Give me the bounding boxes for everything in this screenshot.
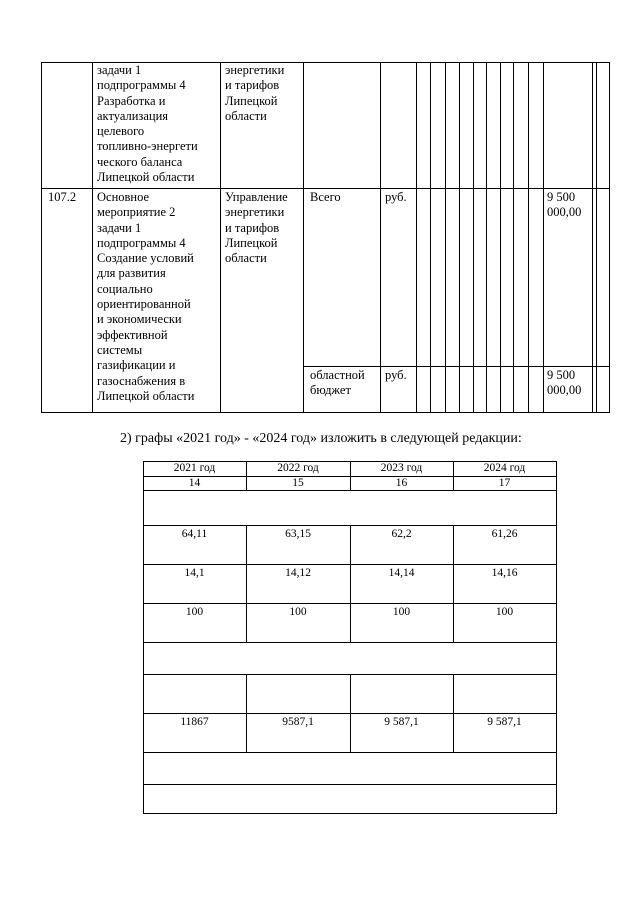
table-cell: 14,14 bbox=[388, 567, 415, 579]
row-line bbox=[143, 642, 557, 643]
col-line bbox=[41, 62, 42, 413]
row-divider bbox=[41, 188, 609, 189]
col-line bbox=[430, 62, 431, 413]
row-number: 107.2 bbox=[48, 190, 77, 204]
column-number: 16 bbox=[395, 477, 408, 489]
year-header: 2021 год bbox=[173, 462, 216, 474]
table-cell: 100 bbox=[289, 606, 307, 618]
col-line bbox=[459, 62, 460, 413]
col-line bbox=[303, 62, 304, 413]
table-border-left bbox=[143, 461, 144, 814]
table-border-right bbox=[556, 461, 557, 814]
col-line bbox=[92, 62, 93, 413]
col-line bbox=[445, 62, 446, 413]
col-line bbox=[609, 62, 610, 413]
table-cell: 14,16 bbox=[491, 567, 518, 579]
table-cell: 63,15 bbox=[285, 528, 311, 540]
measure-name-cell: задачи 1 подпрограммы 4 Разработка и актуализация целевого топливно-энергети ческого баланса Липецкой области bbox=[97, 63, 198, 185]
col-line bbox=[528, 62, 529, 413]
table-cell: 100 bbox=[392, 606, 411, 618]
table-cell: 9 587,1 bbox=[384, 716, 419, 728]
col-line bbox=[513, 62, 514, 413]
col-line bbox=[246, 674, 247, 713]
row-line bbox=[143, 490, 557, 491]
year-header: 2023 год bbox=[380, 462, 423, 474]
col-line bbox=[350, 674, 351, 713]
unit-cell: руб. bbox=[385, 368, 407, 382]
row-line bbox=[143, 752, 557, 753]
table-cell: 14,12 bbox=[285, 567, 311, 579]
amount-cell: 9 500 000,00 bbox=[547, 368, 582, 398]
year-header: 2024 год bbox=[483, 462, 526, 474]
table-cell: 61,26 bbox=[491, 528, 518, 540]
executor-cell: Управление энергетики и тарифов Липецкой области bbox=[225, 190, 288, 266]
row-line bbox=[143, 813, 557, 814]
table-cell: 14,1 bbox=[184, 567, 205, 579]
row-line bbox=[143, 784, 557, 785]
column-number: 14 bbox=[188, 477, 201, 489]
table-cell: 100 bbox=[495, 606, 514, 618]
table-cell: 100 bbox=[185, 606, 204, 618]
amount-cell: 9 500 000,00 bbox=[547, 190, 582, 220]
executor-cell: энергетики и тарифов Липецкой области bbox=[225, 63, 285, 123]
amendment-paragraph: 2) графы «2021 год» - «2024 год» изложить в следующей редакции: bbox=[120, 431, 522, 446]
column-number: 17 bbox=[498, 477, 511, 489]
table-cell: 11867 bbox=[180, 716, 209, 728]
subrow-divider bbox=[303, 366, 609, 367]
col-line bbox=[543, 62, 544, 413]
year-header: 2022 год bbox=[277, 462, 319, 474]
funding-source-total: Всего bbox=[310, 190, 341, 204]
table-cell: 64,11 bbox=[181, 528, 208, 540]
column-number: 15 bbox=[292, 477, 304, 489]
col-line bbox=[473, 62, 474, 413]
table-cell: 9 587,1 bbox=[487, 716, 522, 728]
table-border-bottom bbox=[41, 412, 609, 413]
col-line bbox=[416, 62, 417, 413]
col-line bbox=[380, 62, 381, 413]
col-line bbox=[220, 62, 221, 413]
table-cell: 62,2 bbox=[391, 528, 412, 540]
col-line bbox=[453, 674, 454, 713]
funding-source-regional: областной бюджет bbox=[310, 368, 365, 398]
col-line bbox=[486, 62, 487, 413]
measure-name-cell: Основное мероприятие 2 задачи 1 подпрограммы 4 Создание условий для развития социально ориентированной и экономически эффективной системы газификации и газоснабжения в Липецкой области bbox=[97, 190, 195, 403]
col-line bbox=[500, 62, 501, 413]
col-line bbox=[596, 62, 597, 413]
col-line bbox=[592, 62, 593, 413]
unit-cell: руб. bbox=[385, 190, 407, 204]
table-cell: 9587,1 bbox=[282, 716, 314, 728]
